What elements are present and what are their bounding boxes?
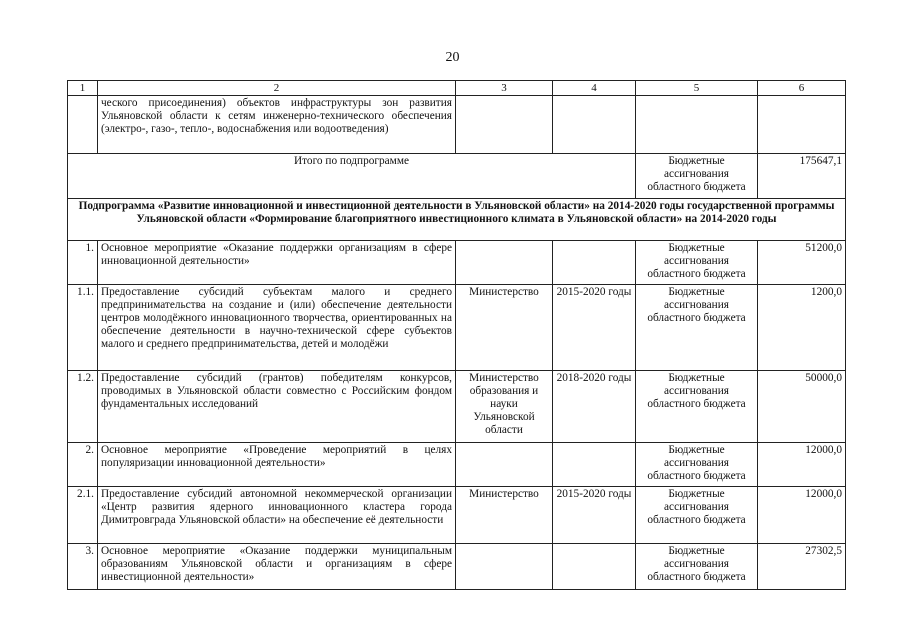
row-number: 2. (68, 443, 98, 487)
row-amount: 27302,5 (758, 544, 846, 590)
row-number: 1. (68, 241, 98, 285)
page-number: 20 (445, 50, 460, 65)
row-description: Предоставление субсидий автономной некоммерческой организации «Центр развития ядерного инновационного кластера города Димитровграда Ульяновской области» на обеспечение её деятельности (98, 487, 456, 544)
table-row (68, 96, 846, 154)
row-executor (456, 96, 553, 154)
row-amount: 50000,0 (758, 371, 846, 443)
row-number: 3. (68, 544, 98, 590)
row-period: 2018-2020 годы (553, 371, 636, 443)
row-amount (758, 96, 846, 154)
row-number: 1.1. (68, 285, 98, 371)
row-executor: Министерство (456, 487, 553, 544)
table-row (68, 487, 846, 544)
section-row (68, 199, 846, 241)
row-funding-source: Бюджетные ассигнования областного бюджета (636, 544, 758, 590)
row-executor (456, 443, 553, 487)
row-number: 1.2. (68, 371, 98, 443)
header-cell: 5 (636, 81, 758, 96)
row-period: 2015-2020 годы (553, 487, 636, 544)
header-cell: 6 (758, 81, 846, 96)
program-table (67, 80, 846, 590)
row-number: 2.1. (68, 487, 98, 544)
row-description: Основное мероприятие «Проведение мероприятий в целях популяризации инновационной деятельности» (98, 443, 456, 487)
row-description: Предоставление субсидий субъектам малого и среднего предпринимательства на создание и (или) обеспечение деятельности центров молодёжного инновационного творчества, ориентированных на обеспечение деятельности в научно-технической сфере субъектов малого и среднего предпринимательства, детей и молодёжи (98, 285, 456, 371)
row-amount: 1200,0 (758, 285, 846, 371)
total-row (68, 154, 846, 199)
row-funding-source: Бюджетные ассигнования областного бюджета (636, 443, 758, 487)
row-executor (456, 241, 553, 285)
table-row (68, 443, 846, 487)
section-title: Подпрограмма «Развитие инновационной и инвестиционной деятельности в Ульяновской области» на 2014-2020 годы государственной программы Ульяновской области «Формирование благоприятного инвестиционного климата в Ульяновской области» на 2014-2020 годы (68, 199, 846, 241)
header-cell: 1 (68, 81, 98, 96)
total-label: Итого по подпрограмме (68, 154, 636, 199)
row-description: Основное мероприятие «Оказание поддержки организациям в сфере инновационной деятельности» (98, 241, 456, 285)
row-period (553, 443, 636, 487)
table-row (68, 371, 846, 443)
table-row (68, 544, 846, 590)
row-funding-source: Бюджетные ассигнования областного бюджета (636, 241, 758, 285)
header-cell: 4 (553, 81, 636, 96)
row-amount: 12000,0 (758, 487, 846, 544)
row-number (68, 96, 98, 154)
row-period (553, 544, 636, 590)
row-description: Предоставление субсидий (грантов) победителям конкурсов, проводимых в Ульяновской области совместно с Российским фондом фундаментальных исследований (98, 371, 456, 443)
row-executor: Министерство образования и науки Ульяновской области (456, 371, 553, 443)
row-period (553, 241, 636, 285)
row-description: ческого присоединения) объектов инфраструктуры зон развития Ульяновской области к сетям инженерно-технического обеспечения (электро-, газо-, тепло-, водоснабжения или водоотведения) (98, 96, 456, 154)
total-amount: 175647,1 (758, 154, 846, 199)
header-cell: 2 (98, 81, 456, 96)
header-row (68, 81, 846, 96)
row-funding-source: Бюджетные ассигнования областного бюджета (636, 487, 758, 544)
row-description: Основное мероприятие «Оказание поддержки муниципальным образованиям Ульяновской области и организациям в сфере инвестиционной деятельности» (98, 544, 456, 590)
row-funding-source (636, 96, 758, 154)
row-funding-source: Бюджетные ассигнования областного бюджета (636, 371, 758, 443)
header-cell: 3 (456, 81, 553, 96)
row-period: 2015-2020 годы (553, 285, 636, 371)
row-amount: 51200,0 (758, 241, 846, 285)
row-executor: Министерство (456, 285, 553, 371)
total-funding-source: Бюджетные ассигнования областного бюджета (636, 154, 758, 199)
row-period (553, 96, 636, 154)
row-funding-source: Бюджетные ассигнования областного бюджета (636, 285, 758, 371)
row-executor (456, 544, 553, 590)
table-row (68, 285, 846, 371)
row-amount: 12000,0 (758, 443, 846, 487)
table-row (68, 241, 846, 285)
